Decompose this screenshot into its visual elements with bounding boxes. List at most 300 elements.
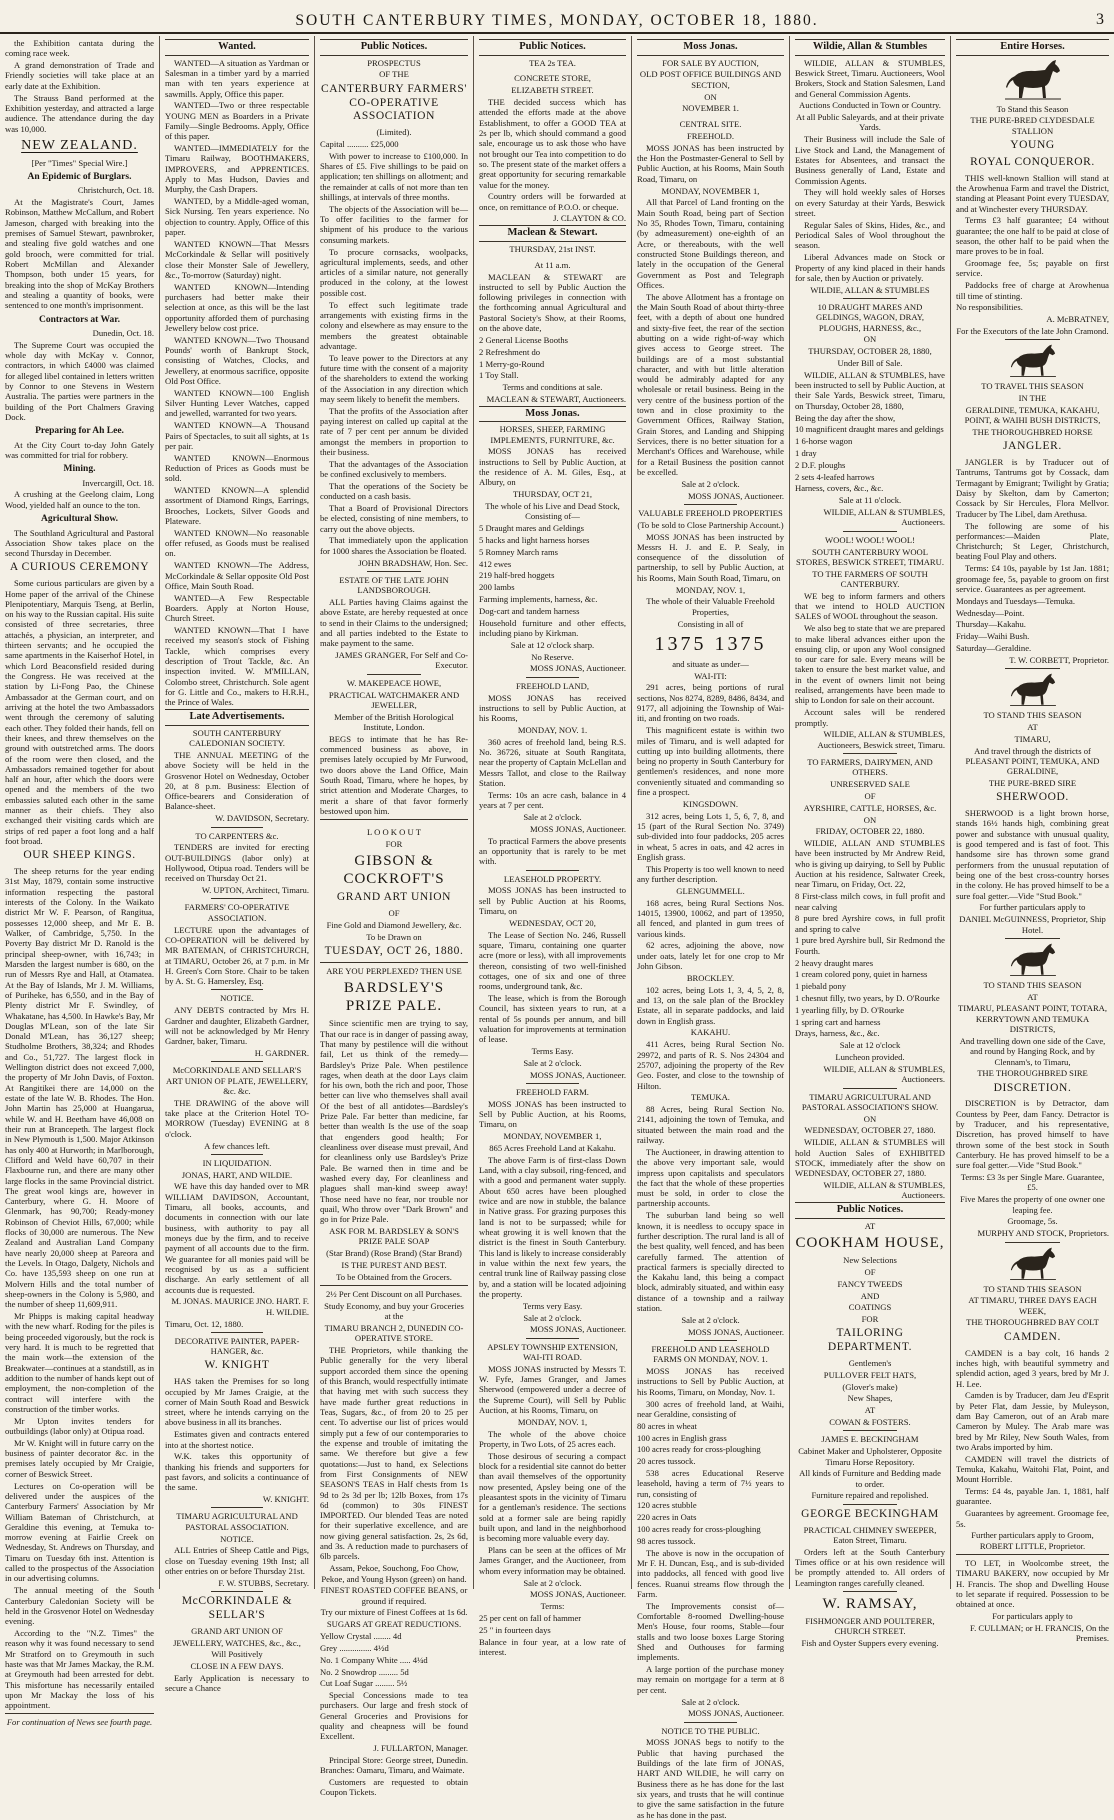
paragraph: Mr Upton invites tenders for outbuildings (labor only) at Otipua road.: [5, 1415, 154, 1437]
centered-line: 865 Acres Freehold Land at Kakahu.: [489, 1143, 616, 1154]
paragraph: Plans can be seen at the offices of Mr James Granger, and the Auctioneer, from whom every information may be obtained.: [479, 1545, 626, 1576]
centered-line: IN THE: [1018, 393, 1047, 404]
paragraph: Lectures on Co-operation will be delivered under the auspices of the Canterbury Farmers' Association by Mr William Bateman of Christchurch, at Geraldine this evening, at Temuka to-morrow evening at Fairlie Creek on Wednesday, St. Andrews on Thursday, and Timaru on Tuesday 6th inst. Attention is called to the prospectus of the Association in our advertising columns.: [5, 1480, 154, 1584]
list-line: 2 D.F. ploughs: [795, 459, 846, 470]
centered-line: FARMERS' CO-OPERATIVE ASSOCIATION.: [184, 902, 290, 923]
list-line: Drays, harness, &c., &c.: [795, 1028, 880, 1039]
display-large: GIBSON & COCKROFT'S: [343, 853, 445, 888]
paragraph: WANTED KNOWN—That Messrs McCorkindale & Sellar will positively close their Monster Sale of Jewellery, &c., To-morrow (Saturday) night.: [165, 238, 309, 280]
ad-separator: [684, 1340, 737, 1341]
centered-line: THE THOROUGHBRED SIRE: [977, 1068, 1088, 1079]
centered-line: Luncheon provided.: [835, 1052, 905, 1063]
centered-line: WOOL! WOOL! WOOL!: [825, 534, 915, 545]
centered-line: 2½ Per Cent Discount on all Purchases.: [325, 1289, 463, 1300]
paragraph: 102 acres, being Lots 1, 3, 4, 5, 2, 8, and 13, on the sale plan of the Brockley Estate, all in separate paddocks, and laid down in English grass.: [637, 984, 784, 1026]
paragraph: According to the "N.Z. Times" the reason why it was found necessary to send Mr Stratford on to Greymouth in such haste was that Mr James Mackay, the R.M. at Greymouth had been arrested for debt. This misfortune has necessarily entailed upon Mr Mackay the loss of his appointment.: [5, 1627, 154, 1711]
list-line: Cut Loaf Sugar ......... 5½: [320, 1678, 408, 1689]
centered-line: MONDAY, NOVEMBER 1,: [661, 185, 760, 196]
horse-icon: [956, 58, 1109, 102]
list-line: 1 spring cart and harness: [795, 1016, 881, 1027]
centered-line: Consisting in all of: [677, 618, 744, 629]
centered-line: OF: [864, 1266, 876, 1277]
display-line: YOUNG: [1010, 139, 1055, 152]
centered-line: W. MAKEPEACE HOWE,: [346, 677, 442, 688]
centered-line: FOR: [385, 839, 403, 850]
column-wildie: [790, 36, 950, 1649]
paragraph: DISCRETION is by Detractor, dam Countess by Peer, dam Fancy. Detractor is by Traducer, and his representative, Discretion, has proved himself to have thrown some of the best stock in South Canterbury. He has proved himself to be a sure foal getter.—Vide "Stud Book.": [956, 1098, 1109, 1171]
signature-line: J. FULLARTON, Manager.: [373, 1743, 468, 1754]
centered-line: GLENGUMMELL.: [676, 885, 745, 896]
centered-line: FREEHOLD.: [686, 130, 735, 141]
list-line: 1 cream colored pony, quiet in harness: [795, 969, 928, 980]
paragraph: The above Allotment has a frontage on the Main South Road of about thirty-three feet, with a depth of about one hundred and sixty-five feet, the rear of the section abutting on a wide right-of-way which gives access to George street. The buildings are of a most substantial character, and with but little alteration would be admirably adapted for any wholesale or retail business. Being in the very centre of the business portion of the town and in close proximity to the Government Offices, Railway Station, Grain Stores, and Landing and Shipping Services, there is no better situation for a Merchant's Offices and Warehouse, while for a Retail Business the position cannot be excelled.: [637, 291, 784, 477]
list-line: Yellow Crystal ........ 4d: [320, 1631, 402, 1642]
ad-separator: [211, 1154, 263, 1155]
paragraph: Camden is by Traducer, dam Jeu d'Esprit by Peter Flat, dam Jessie, by Muleyson, dam Bay Cameron, out of an Arab mare Cameron by Muley. The Arab mare was bred by Mr Riley, New South Wales, from two Arabs imported by him.: [956, 1390, 1109, 1452]
centered-line: L O O K O U T: [367, 827, 421, 838]
centered-line: CLOSE IN A FEW DAYS.: [190, 1661, 284, 1672]
centered-line: Sale at 12 o'clock: [839, 1040, 901, 1051]
centered-line: JEWELLERY, WATCHES, &c., &c.,: [173, 1637, 301, 1648]
paragraph: Terms: £4 4s, payable Jan. 1, 1881, half guarantee.: [956, 1486, 1109, 1507]
paragraph: All that Parcel of Land fronting on the Main South Road, being part of Section No 35, Rhodes Town, Timaru, containing (by admeasurement) one-eighth of an Acre, or thereabouts, with the well constructed Stone Buildings thereon, and lately in the occupation of the General Government as Post and Telegraph Offices.: [637, 197, 784, 290]
centered-line: SOUTH CANTERBURY CALEDONIAN SOCIETY.: [189, 727, 285, 749]
paragraph: MOSS JONAS has received instructions to Sell by Public Auction, at the residence of A. M. Giles, Esq., at Albury, on: [479, 446, 626, 488]
paragraph: MACLEAN & STEWART are instructed to sell by Public Auction the following privileges in connection with the forthcoming annual Agricultural and Pastoral Society's Show, at their Rooms, on the above date,: [479, 271, 626, 334]
paragraph: Account sales will be rendered promptly.: [795, 707, 945, 728]
centered-line: PRACTICAL CHIMNEY SWEEPER, Eaton Street, Timaru.: [803, 1524, 937, 1545]
centered-line: NOTICE TO THE PUBLIC.: [661, 1725, 760, 1736]
signature-line: MURPHY AND STOCK, Proprietors.: [977, 1228, 1109, 1239]
list-line: 1 chesnut filly, two years, by D. O'Rourke: [795, 993, 940, 1004]
centered-line: Terms and conditions at sale.: [502, 382, 603, 393]
signature-line: MOSS JONAS, Auctioneer.: [688, 490, 784, 501]
centered-line: OF: [864, 790, 876, 801]
paragraph: 360 acres of freehold land, being R.S. No. 36726, situate at South Rangitata, near the property of Captain McLellan and Messrs Tallot, and close to the Railway Station.: [479, 736, 626, 789]
list-line: 120 acres stubble: [637, 1500, 697, 1511]
display-line: CANTERBURY FARMERS' CO-OPERATIVE ASSOCIATION: [320, 82, 468, 123]
ad-separator: [211, 989, 263, 990]
centered-line: AND: [860, 1290, 880, 1301]
centered-line: FREEHOLD FARM.: [516, 1086, 589, 1097]
section-heading: Public Notices.: [479, 39, 626, 56]
signature-line: H. GARDNER.: [254, 1048, 309, 1058]
centered-line: (Glover's make): [842, 1381, 898, 1392]
ad-separator: [1005, 938, 1060, 939]
paragraph: Those desirous of securing a compact block for a residential site cannot do better than avail themselves of the opportunity now presented, Apsley being one of the pleasantest spots in the vicinity of Timaru for a gentleman's residence. The sections sold at a former sale are being rapidly built upon, and land in the neighborhood is becoming more valuable every day.: [479, 1450, 626, 1544]
ad-separator: [526, 1083, 579, 1084]
paragraph: WANTED—A Few Respectable Boarders. Apply at Norton House, Church Street.: [165, 592, 309, 624]
paragraph: The Lease of Section No. 246, Russell square, Timaru, containing one quarter acre (more or less), with all improvements thereon, consisting of two well-finished cottages, one of six and one of three rooms, underground tank, &c.: [479, 929, 626, 992]
paragraph: Regular Sales of Skins, Hides, &c., and Periodical Sales of Wool throughout the season.: [795, 219, 945, 251]
ad-separator: [211, 1507, 263, 1508]
centered-line: JAMES E. BECKINGHAM: [821, 1434, 919, 1445]
list-line: No responsibilities.: [956, 302, 1023, 313]
centered-line: FISHMONGER AND POULTERER, CHURCH STREET.: [805, 1615, 935, 1637]
signature-line: MOSS JONAS, Auctioneer.: [688, 1708, 784, 1719]
paragraph: To effect such legitimate trade arrangements with existing firms in the colony and elsewhere as may ensure to the members the greatest obtainable advantage.: [320, 299, 468, 351]
signature-line: WILDIE, ALLAN & STUMBLES, Auctioneers, Beswick street, Timaru.: [817, 729, 945, 750]
paragraph: Guarantees by agreement. Groomage fee, 5s.: [956, 1508, 1109, 1529]
list-line: 2 Refreshment do: [479, 346, 541, 357]
continuation-note: For continuation of News see fourth page.: [6, 1717, 153, 1728]
list-line: Timaru, Oct. 12, 1880.: [165, 1318, 244, 1329]
list-line: 1 pure bred Ayrshire bull, Sir Redmond the Fourth.: [795, 935, 945, 956]
paragraph: MOSS JONAS has been instructed to sell by Public Auction at his Rooms, Timaru, on: [479, 885, 626, 916]
list-line: 412 ewes: [479, 558, 512, 569]
list-line: 100 acres ready for cross-ploughing: [637, 1524, 761, 1535]
paragraph: TO LET, in Woolcombe street, the TIMARU BAKERY, now occupied by Mr H. Francis. The shop and Dwelling House to let separate if required. Possession to be obtained at once.: [956, 1558, 1109, 1610]
list-line: Thursday—Kakahu.: [956, 619, 1026, 630]
paragraph: The Strauss Band performed at the Exhibition yesterday, and attracted a large audience. The attendance during the day was 10,000.: [5, 92, 154, 134]
list-line: 80 acres in wheat: [637, 1420, 697, 1431]
centered-line: Terms Easy.: [531, 1046, 574, 1057]
list-line: 1 Merry-go-Round: [479, 358, 545, 369]
paragraph: THIS well-known Stallion will stand at the Arowhenua Farm and travel the District, standing at Pleasant Point every TUESDAY, and at Winchester every THURSDAY.: [956, 172, 1109, 214]
signature-line: WILDIE, ALLAN & STUMBLES, Auctioneers.: [823, 1063, 945, 1085]
ad-separator: [843, 1504, 897, 1505]
centered-line: Sale at 2 o'clock.: [681, 1314, 740, 1325]
column-divider: [789, 36, 790, 1589]
display-large: COOKHAM HOUSE,: [795, 1235, 945, 1252]
centered-line: OLD POST OFFICE BUILDINGS AND SECTION,: [639, 69, 782, 90]
list-line: 8 First-class milch cows, in full profit and near calving: [795, 891, 945, 912]
centered-line: WAI-ITI:: [694, 670, 727, 681]
paragraph: MOSS JONAS has received instructions to Sell by Public Auction, at his Rooms, Timaru, on Monday, Nov. 1.: [637, 1366, 784, 1397]
signature-line: A. McBRATNEY,: [1046, 314, 1109, 325]
paragraph: LECTURE upon the advantages of CO-OPERATION will be delivered by MR BATEMAN, of CHRISTCHURCH, at TIMARU, October 26, at 7 p.m. in Mr H. Green's Corn Store. Chair to be taken by A. St. G. Hamersley, Esq.: [165, 924, 309, 987]
list-line: 200 lambs: [479, 582, 515, 593]
centered-line: MONDAY, NOV. 1,: [517, 1416, 588, 1427]
paragraph: CAMDEN will travel the districts of Temuka, Kakahu, Waitohi Flat, Point, and Mount Horrible.: [956, 1453, 1109, 1485]
signature-line: Christchurch, Oct. 18.: [77, 185, 154, 196]
paragraph: To leave power to the Directors at any future time with the consent of a majority of the shareholders to extend the working of the Association in any direction which may seem likely to benefit the members.: [320, 352, 468, 404]
list-line: Grey ............... 4½d: [320, 1642, 389, 1653]
paragraph: Orders left at the South Canterbury Times office or at his own residence will be promptly attended to. All orders of Leamington ranges carefully cleaned.: [795, 1546, 945, 1588]
paragraph: BEGS to intimate that he has Re-commenced business as above, in premises lately occupied by Mr Furwood, two doors above the Land Office, Main South Road, Timaru, where he hopes, by strict attention and Moderate Charges, to merit a share of that favor formerly bestowed upon him.: [320, 733, 468, 816]
section-heading: Late Advertisements.: [165, 709, 309, 726]
ad-separator: [211, 1332, 263, 1333]
list-line: Mondays and Tuesdays—Temuka.: [956, 595, 1075, 606]
paragraph: We also beg to state that we are prepared to make liberal advances either upon the ensuing clip, or upon any Wool consigned to our care for sale. Every means will be taken to ensure the best market value, and in the event of owners limit not being realised, arrangements have been made to ship to London for sale on their account.: [795, 623, 945, 706]
centered-line: THURSDAY, OCTOBER 28, 1880,: [808, 346, 932, 357]
centered-line: Fine Gold and Diamond Jewellery, &c.: [326, 920, 462, 931]
paragraph: Paddocks free of charge at Arowhenua till time of stinting.: [956, 280, 1109, 301]
centered-line: AYRSHIRE, CATTLE, HORSES, &c.: [803, 802, 937, 813]
list-line: 5 Romney March rams: [479, 546, 558, 557]
column-rule: [320, 1285, 468, 1286]
centered-line: CENTRAL SITE.: [679, 119, 742, 130]
ad-separator: [843, 1088, 897, 1089]
list-line: 98 acres tussock.: [637, 1535, 696, 1546]
paragraph: CAMDEN is a bay colt, 16 hands 2 inches high, with beautiful symmetry and splendid action, aged 3 years, bred by Mr J. H. Lee.: [956, 1347, 1109, 1389]
centered-line: And travel through the districts of PLEASANT POINT, TEMUKA, AND GERALDINE,: [965, 745, 1100, 777]
paragraph: With power to increase to £100,000. In Shares of £5. Five shillings to be paid on application; ten shillings on allotment; and the remainder at calls of not more than ten shillings, at intervals of three months.: [320, 150, 468, 202]
centered-line: The whole of their Valuable Freehold Properties,: [646, 596, 775, 617]
centered-line: Terms:: [540, 1601, 565, 1612]
sub-heading: Mining.: [63, 464, 96, 475]
paragraph: Customers are requested to obtain Coupon Tickets.: [320, 1777, 468, 1798]
paragraph: the Exhibition cantata during the coming race week.: [5, 38, 154, 59]
signature-line: W. KNIGHT.: [262, 1494, 309, 1505]
centered-line: All kinds of Furniture and Bedding made to order.: [799, 1468, 941, 1489]
paragraph: WANTED—IMMEDIATELY for the Timaru Railway, BOOTHMAKERS, IMPROVERS, and APPRENTICES. Apply to Mas Hudson, Davies and Murphy, the Cash Drapers.: [165, 143, 309, 195]
list-line: 1 Toy Stall.: [479, 370, 519, 381]
centered-line: At 11 a.m.: [534, 259, 571, 270]
centered-line: KAKAHU.: [690, 1027, 731, 1038]
paragraph: The following are some of his performances:—Maiden Plate, Christchurch; St Leger, Christchurch, beating Foul Play and others.: [956, 520, 1109, 562]
centered-line: FRIDAY, OCTOBER 22, 1880.: [815, 826, 925, 837]
masthead-title: SOUTH CANTERBURY TIMES, MONDAY, OCTOBER 18, 1880.: [295, 12, 819, 29]
centered-line: To be Obtained from the Grocers.: [336, 1271, 452, 1282]
centered-line: ARE YOU PERPLEXED? THEN USE: [326, 965, 462, 976]
paragraph: That the operations of the Society be conducted on a cash basis.: [320, 480, 468, 502]
list-line: 8 pure bred Ayrshire cows, in full profit and spring to calve: [795, 913, 945, 934]
centered-line: TO STAND THIS SEASON: [983, 1283, 1082, 1294]
centered-line: FOR SALE BY AUCTION,: [662, 57, 759, 68]
centered-line: TO CARPENTERS &c.: [195, 830, 279, 841]
signature-line: MOSS JONAS, Auctioneer.: [530, 1324, 626, 1335]
list-line: 10 magnificent draught mares and geldings: [795, 424, 944, 435]
signature-line: WILDIE, ALLAN & STUMBLES, Auctioneers.: [823, 507, 945, 528]
column-news: [0, 36, 159, 1728]
signature-line: F. W. STUBBS, Secretary.: [218, 1577, 309, 1588]
centered-line: Sale at 2 o'clock.: [681, 1696, 740, 1707]
list-line: 2 sets 4-leafed harrows: [795, 471, 875, 482]
paragraph: WANTED KNOWN—Enormous Reduction of Prices as Goods must be sold.: [165, 452, 309, 484]
signature-line: MOSS JONAS, Auctioneer.: [530, 823, 626, 834]
centered-line: ON: [863, 814, 877, 825]
centered-line: WEDNESDAY, OCT 20,: [509, 917, 596, 928]
signature-line: MOSS JONAS, Auctioneer.: [530, 1069, 626, 1080]
list-line: 5 hacks and light harness horses: [479, 534, 590, 545]
paragraph: WANTED KNOWN—Two Thousand Pounds' worth of Bankrupt Stock, consisting of Watches, Clocks, and Jewellery, at enormous sacrifice, opposite Old Post Office.: [165, 334, 309, 386]
section-heading: Public Notices.: [320, 39, 468, 56]
paragraph: To procure cornsacks, woolpacks, agricultural implements, seeds, and other articles of a similar nature, not generally produced in the colony, at the lowest possible cost.: [320, 246, 468, 298]
centered-line: A few chances left.: [204, 1140, 270, 1151]
centered-line: GERALDINE, TEMUKA, KAKAHU, POINT, & WAIHI BUSH DISTRICTS,: [964, 404, 1101, 426]
section-heading: Public Notices.: [795, 1202, 945, 1219]
centered-line: ON: [863, 334, 877, 345]
display-large: BARDSLEY'S PRIZE PALE.: [343, 980, 445, 1015]
centered-line: and situate as under—: [672, 658, 749, 669]
centered-line: For the Executors of the late John Cramond.: [956, 326, 1109, 336]
centered-line: FREEHOLD AND LEASEHOLD FARMS ON MONDAY, NOV. 1.: [651, 1344, 770, 1365]
list-line: 5 Draught mares and Geldings: [479, 523, 585, 534]
centered-line: NOTICE.: [220, 993, 254, 1004]
centered-line: ELIZABETH STREET.: [511, 85, 594, 96]
column-rule: [320, 962, 468, 963]
centered-line: Sale at 11 o'clock.: [838, 495, 902, 506]
centered-line: HORSES, SHEEP, FARMING IMPLEMENTS, FURNITURE, &c.: [490, 424, 615, 445]
centered-line: McCORKINDALE AND SELLAR'S ART UNION OF PLATE, JEWELLERY, &c. &c.: [166, 1065, 308, 1096]
centered-line: Sale at 2 o'clock.: [523, 811, 582, 822]
column-divider: [950, 36, 951, 1589]
centered-line: THE PURE-BRED SIRE: [988, 777, 1077, 788]
centered-line: AT: [864, 1405, 876, 1416]
centered-line: IN LIQUIDATION.: [202, 1157, 272, 1168]
paragraph: WANTED, by a Middle-aged woman, Sick Nursing. Ten years experience. No objection to country. Apply, Office of this paper.: [165, 196, 309, 238]
centered-line: Will Positively: [211, 1649, 263, 1660]
column-divider: [314, 36, 315, 1589]
centered-line: (Star Brand) (Rose Brand) (Star Brand): [326, 1248, 462, 1259]
paragraph: W.K. takes this opportunity of thanking his friends and supporters for past favors, and solicits a continuance of the same.: [165, 1451, 309, 1493]
centered-line: TIMARU AGRICULTURAL AND PASTORAL ASSOCIATION.: [176, 1511, 298, 1532]
paragraph: WILDIE, ALLAN AND STUMBLES have been instructed by Mr Andrew Reid, who is giving up dairying, to Sell by Public Auction at his residence, Saltwater Creek, near Timaru, on Friday, Oct. 22,: [795, 838, 945, 890]
list-line: Farming implements, harness, &c.: [479, 594, 598, 605]
centered-line: Groomage, 5s.: [1007, 1216, 1058, 1227]
ad-separator: [843, 753, 897, 754]
paragraph: MOSS JONAS has been instructed by Messrs H. J. and E. P. Sealy, in consequence of the dissolution of partnership, to sell by Public Auction, at his Rooms, Main South Road, Timaru, on: [637, 531, 784, 583]
centered-line: THE THOROUGHBRED HORSE: [972, 427, 1093, 438]
centered-line: To be Drawn on: [366, 931, 422, 942]
centered-line: TO STAND THIS SEASON: [983, 710, 1082, 721]
centered-line: New Shapes,: [847, 1393, 893, 1404]
headline: NEW ZEALAND.: [21, 137, 138, 153]
centered-line: ESTATE OF THE LATE JOHN LANDSBOROUGH.: [339, 574, 449, 596]
centered-line: (Limited).: [376, 127, 412, 138]
signature-line: JAMES GRANGER, For Self and Co-Executor.: [335, 650, 468, 671]
paragraph: This magnificent estate is within two miles of Timaru, and is well adapted for cutting up into building allotments, there being no property in South Canterbury for gentlemen's residences, and none more conveniently situated and commanding so fine a prospect.: [637, 725, 784, 798]
horse-icon: [956, 942, 1109, 978]
display-line: McCORKINDALE & SELLAR'S: [181, 1595, 293, 1621]
centered-line: VALUABLE FREEHOLD PROPERTIES: [638, 507, 783, 518]
paragraph: WILDIE, ALLAN & STUMBLES will hold Auction Sales of EXHIBITED STOCK, immediately after the show on WEDNESDAY, OCTOBER 27, 1880.: [795, 1137, 945, 1179]
list-line: 20 acres tussock.: [637, 1456, 696, 1467]
centered-line: PULLOVER FELT HATS,: [823, 1369, 917, 1380]
sub-heading: Preparing for Ah Lee.: [35, 426, 124, 437]
display-number: 1375 1375: [654, 632, 767, 655]
paragraph: The Improvements consist of—Comfortable 8-roomed Dwelling-house Men's House, four rooms, Stable—four stalls and two loose boxes Large Storing Shed and Outhouses for farming implements.: [637, 1600, 784, 1663]
centered-line: At all Public Saleyards, and at their private Yards.: [796, 112, 944, 133]
centered-line: NOVEMBER 1.: [682, 103, 739, 114]
paragraph: 300 acres of freehold land, at Waihi, near Geraldine, consisting of: [637, 1398, 784, 1419]
centered-line: TEA 2s TEA.: [529, 57, 576, 68]
centered-line: AT TIMARU, THREE DAYS EACH WEEK,: [968, 1295, 1097, 1316]
paragraph: ANY DEBTS contracted by Mrs H. Gardner and daughter, Elizabeth Gardner, will not be acknowledged by Mr Henry Gardner, baker, Timaru.: [165, 1005, 309, 1047]
centered-line: Five Mares the property of one owner one leaping fee.: [960, 1194, 1105, 1215]
centered-line: Assam, Pekoe, Souchong, Foo Chow, Pekoe, and Young Hyson (green) on hand.: [321, 1563, 467, 1584]
paragraph: Principal Store: George street, Dunedin. Branches: Oamaru, Timaru, and Waimate.: [320, 1755, 468, 1776]
centered-line: BROCKLEY.: [686, 972, 735, 983]
paragraph: The sheep returns for the year ending 31st May, 1879, contain some instructive information respecting the pastoral interests of the Colony. In the Waikato district Mr W. F. Pearson, of Rangitua, possesses 12,000 sheep, and Mr E. B. Walker, of Cambridge, 5,750. In the Poverty Bay district Mr D. Ranold is the principal sheep-owner, with 16,743; in Marsden the largest number is 680, on the run of Messrs Rye and Hall, at Otamatea. At the Bay of Islands, Mr J. M. Williams, of Puriheke, has 6,550, and in the Bay of Plenty district Mr F. Swindley, of Whakatane, has 4,500. In Hawke's Bay, Mr Douglas M'Lean, son of the late Sir Donald M'Lean, has 36,127 sheep; Studholme Brothers, 38,324; and Rhodes and Co., 51,727. The largest flock in Wellington district does not exceed 7,000, the property of Mr John Davis, of Foxton. At Rangitikei there are 14,000 on the estate of the late W. B. Rhodes. The Hon. John Martin has 25,000 at Huangarua, while W. and H. Beetham have 46,008 on their run at Brancepeth. The largest flock in New Plymouth is 1,500. Major Atkinson has only 400 at Hurworth; in Marlborough, Clifford and Weld have 60,707 in their Flaxbourne run, and there are many other large flocks in the same Provincial district. The great wool kings are, however in Canterbury, where G. H. Moore of Glenmark, has 90,700; Ready-money Robinson of Cheviot Hills, 67,000; while flocks of 30,000 are numerous. The New Zealand and Australian Land Company have nearly 20,000 sheep at Pareora and the Levels. In Otago, Dalgety, Nichols and Co. have 135,593 sheep on one run at Molvern Hills and the total number of sheep-owners in the Colony is 5,980, and the number of sheep 11,609,911.: [5, 866, 154, 1310]
section-heading: Moss Jonas.: [479, 406, 626, 423]
sub-heading: Contractors at War.: [38, 314, 120, 325]
centered-line: Member of the British Horological Institute, London.: [334, 711, 454, 732]
column-wanted: [160, 36, 314, 1694]
signature-line: J. CLAYTON & CO.: [553, 213, 626, 224]
paragraph: Special Concessions made to tea purchasers. Our large and fresh stock of General Groceries and Provisions for quality and cheapness will be found Excellent.: [320, 1690, 468, 1742]
list-line: 1 piebald pony: [795, 981, 847, 992]
list-line: 100 acres ready for cross-ploughing: [637, 1444, 761, 1455]
paragraph: WANTED KNOWN—100 English Silver Hunting Lever Watches, capped and jewelled, warranted for two years.: [165, 387, 309, 419]
paragraph: MOSS JONAS has received instructions to sell by Public Auction, at his Rooms,: [479, 692, 626, 724]
centered-line: KINGSDOWN.: [682, 798, 739, 809]
column-mossjonas: [632, 36, 789, 1820]
centered-line: Auctions Conducted in Town or Country.: [799, 100, 941, 111]
paragraph: The Auctioneer, in drawing attention to the above very important sale, would impress upon capitalists and speculators the fact that the whole of these properties must be sold, in order to close the partnership accounts.: [637, 1146, 784, 1209]
centered-line: Try our mixture of Finest Coffees at 1s 6d.: [320, 1607, 468, 1618]
ad-separator: [367, 571, 420, 572]
paragraph: That immediately upon the application for 1000 shares the Association be floated.: [320, 535, 468, 556]
display-line: OUR SHEEP KINGS.: [23, 849, 136, 862]
centered-line: APSLEY TOWNSHIP EXTENSION, WAI-ITI ROAD.: [487, 1341, 618, 1362]
centered-line: UNRESERVED SALE: [830, 779, 910, 790]
paragraph: MOSS JONAS instructed by Messrs T. W. Fyfe, James Granger, and James Sherwood (empowered under a decree of the Supreme Court), will Sell by Public Auction, at his Rooms, Timaru, on: [479, 1363, 626, 1416]
paragraph: WANTED KNOWN—The Address, McCorkindale & Sellar opposite Old Post Office, Main South Road.: [165, 560, 309, 591]
list-line: 1 yearling filly, by D. O'Rourke: [795, 1004, 905, 1015]
paragraph: Their Business will include the Sale of Live Stock and Land, the Management of Estates for Absentees, and transact the Business generally of Land, Estate and Commission Agents.: [795, 134, 945, 186]
horse-icon: [956, 343, 1109, 379]
list-line: Household furniture and other effects, including piano by Kirkman.: [479, 617, 626, 638]
ad-separator: [843, 298, 897, 299]
ad-separator: [526, 1338, 579, 1339]
paragraph: MOSS JONAS begs to notify to the Public that having purchased the Buildings of the late firm of JONAS, HART AND WILDIE, he will carry on Business there as he has done for the last six years, and trusts that he will continue to give the same satisfaction in the future as he has done in the past.: [637, 1737, 784, 1820]
paragraph: Since scientific men are trying to say, That our race is in danger of passing away, That many by pestilence will die without fail, Let us think of the remedy—Bardsley's Prize Pale. When pestilence rages, when death at the door Lays claim for his own, both the rich and poor, Those better can live who themselves shall avail Of the best of all antidotes—Bardsley's Prize Pale. Far better than medicine, far better than wealth Is the use of the soap that engenders good health; For cleanliness over disease must prevail, And for cleanliness only use Bardsley's Prize Pale. Be warned then in time and be washed every day, For cleanliness and plagues shall man-kind sweep away! Those need have no fear, nor trouble nor quail, Who throw over "Dark Brown" and go in for Prize Pale.: [320, 1018, 468, 1225]
ad-separator: [211, 1591, 263, 1592]
paragraph: To practical Farmers the above presents an opportunity that is rarely to be met with.: [479, 835, 626, 867]
paragraph: 312 acres, being Lots 1, 5, 6, 7, 8, and 15 (part of the Rural Section No. 3749) sub-divided into four paddocks, 205 acres in wheat, 5 acres in oats, and 42 acres in English grass.: [637, 810, 784, 862]
centered-line: OF: [388, 908, 400, 919]
paragraph: SHERWOOD is a light brown horse, stands 16½ hands high, combining great power and substance with unusual quality, is good tempered and is fast of foot. This handsome sire has thrown some grand performers from the unusual reputation of being one of the best cross-country horses in the colony. He has proved himself to be a sure foal getter.—Vide "Stud Book.": [956, 808, 1109, 901]
centered-line: IS THE PUREST AND BEST.: [341, 1259, 447, 1270]
paragraph: WANTED—Two or three respectable YOUNG MEN as Boarders in a Private Family—Single Bedrooms. Apply, Office of this paper.: [165, 100, 309, 142]
paragraph: Country orders will be forwarded at once, on remittance of P.O.O. or cheque.: [479, 191, 626, 212]
centered-line: THURSDAY, 21st INST.: [509, 243, 596, 254]
paragraph: The Southland Agricultural and Pastoral Association Show takes place on the second Thursday in December.: [5, 527, 154, 559]
paragraph: Terms £3 half guarantee; £4 without guarantee; the one half to be paid at close of season, the other half to be paid when the mare proves to be in foal.: [956, 215, 1109, 257]
paragraph: THE DRAWING of the above will take place at the Criterion Hotel TO-MORROW (Tuesday) EVENING at 8 o'clock.: [165, 1097, 309, 1139]
display-line: W. KNIGHT: [204, 1359, 270, 1372]
paragraph: THE Proprietors, while thanking the Public generally for the very liberal support accorded them since the opening of this Branch, would respectfully intimate that having met with such success they have made further great reductions in Teas, Sugars, &c., of from 20 to 25 per cent. To advertise our list of prices would simply put a few of our contemporaries to the expense and trouble of imitating the same. We therefore but give a few quotations:—Just to hand, ex Selections from First Consignments of NEW SEASON'S TEAS in Half chests from 1s 9d to 2s 3d per lb; 12lb Boxes, from 17s 6d (common) to 30s FINEST IMPORTED. Our blended Teas are noted for their superlative excellence, and are now giving general satisfaction. 2s, 2s 6d, and 3s. A reduction made to purchasers of 6lb parcels.: [320, 1345, 468, 1562]
signature-line: F. CULLMAN; or H. FRANCIS, On the Premises.: [970, 1622, 1109, 1644]
display-line: GRAND ART UNION: [336, 891, 452, 904]
ad-separator: [843, 1591, 897, 1592]
paragraph: The suburban land being so well known, it is needless to occupy space in further description. The rural land is all of the best quality, well fenced, and has been carefully farmed. The attention of practical farmers is specially directed to the Kakahu land, this being a compact block, admirably situated, and within easy distance of a township and a railway station.: [637, 1210, 784, 1314]
centered-line: COATINGS: [848, 1302, 892, 1313]
paragraph: WANTED KNOWN—That I have received my season's stock of Fishing Tackle, which comprises every description of Trout Tackle, &c. An inspection invited. W. M'MILLAN, Colombo street, Christchurch. Sole agent for G. Little and Co., makers to H.R.H., the Prince of Wales.: [165, 625, 309, 708]
centered-line: DANIEL McGUINNESS, Proprietor, Ship Hotel.: [959, 914, 1106, 935]
column-divider: [159, 36, 160, 1589]
page-columns: [0, 36, 1114, 1820]
ad-separator: [684, 1722, 737, 1723]
ad-separator: [526, 870, 579, 871]
signature-line: Invercargill, Oct. 18.: [82, 477, 154, 488]
list-line: Saturday—Geraldine.: [956, 642, 1032, 653]
paragraph: Liberal Advances made on Stock or Property of any kind placed in their hands for sale, then by Auction or privately.: [795, 252, 945, 283]
centered-line: SUGARS AT GREAT REDUCTIONS.: [326, 1619, 462, 1630]
signature-line: M. JONAS. MAURICE JNO. HART. F. H. WILDIE.: [171, 1296, 309, 1317]
signature-line: MACLEAN & STEWART, Auctioneers.: [486, 393, 626, 404]
list-line: Being the day after the show,: [795, 412, 896, 423]
paragraph: JANGLER is by Traducer out of Tantrums, Tantrums got by Cossack, dam Termagant by Emigrant; Twilight by Gratia; Daisy by Skelton, dam by Camerton; Cossack by Sir Hercules, Flora Mellvor. Traducer by The Libel, dam Arethusa.: [956, 457, 1109, 519]
list-line: 219 half-bred hoggets: [479, 570, 555, 581]
column-rule: [5, 1713, 154, 1714]
paragraph: That the advantages of the Association be confined exclusively to members.: [320, 458, 468, 480]
masthead: [0, 0, 1114, 34]
list-line: No. 2 Snowdrop ......... 5d: [320, 1666, 409, 1677]
column-rule: [956, 1554, 1109, 1555]
ad-separator: [843, 531, 897, 532]
paragraph: They will hold weekly sales of Horses on every Saturday at their Yards, Beswick street.: [795, 187, 945, 218]
display-large: W. RAMSAY,: [822, 1595, 918, 1612]
centered-line: OF THE: [379, 69, 409, 80]
list-line: Balance in four year, at a low rate of interest.: [479, 1636, 626, 1657]
ad-separator: [684, 504, 737, 505]
centered-line: FREEHOLD LAND,: [515, 680, 590, 691]
centered-line: To Stand this Season: [996, 103, 1069, 114]
centered-line: TO THE FARMERS OF SOUTH CANTERBURY.: [812, 568, 928, 589]
